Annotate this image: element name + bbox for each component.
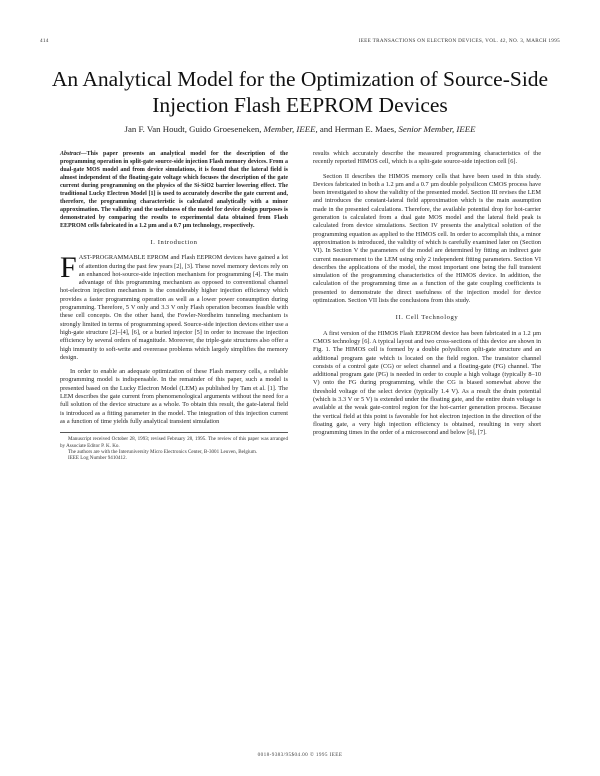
author-line <box>40 124 560 134</box>
footnote-manuscript: Manuscript received October 28, 1993; revised February 28, 1995. The review of this paper was arranged by Associate Editor P. K. Ko. <box>60 436 288 449</box>
intro-paragraph-1 <box>60 251 288 362</box>
footnote-affiliation: The authors are with the Interuniversity Micro Electronics Center, B-3001 Leuven, Belgium. <box>68 449 258 456</box>
right-column <box>313 150 541 438</box>
copyright-line: 0018-9383/95$04.00 © 1995 IEEE <box>257 752 343 758</box>
journal-header: IEEE TRANSACTIONS ON ELECTRON DEVICES, VOL. 42, NO. 3, MARCH 1995 <box>358 38 560 44</box>
running-header <box>40 38 560 48</box>
author-role-2: Senior Member, IEEE <box>398 124 476 134</box>
author-role-1: Member, IEEE, <box>263 124 318 134</box>
intro-paragraph-2: In order to enable an adequate optimization of these Flash memory cells, a reliable programming model is indispensable. In the remainder of this paper, such a model is presented based on the Lucky Electron Model (LEM) as published by Tam et al. [1]. The LEM describes the gate current from phenomenological arguments without the need for a full solution of the device structure as a whole. To obtain this result, the gate-lateral field is introduced as a fitting parameter in the model. The integration of this injection current as a function of time yields fully analytical transient simulation <box>60 368 288 425</box>
footnote-log: IEEE Log Number 9410412. <box>68 455 127 462</box>
right-paragraph-2: Section II describes the HIMOS memory cells that have been used in this study. Devices fabricated in both a 1.2 µm and a 0.7 µm double polysilicon CMOS process have been investigated to show the validity of the presented model. Section III revises the LEM and introduces the constant-lateral field approximation which is the main assumption made in the presented calculations. Therefore, the available potential drop for hot-carrier generation is calculated from a dual gate MOS model and the lateral field peak is calculated from device simulations. Section IV presents the analytical solution of the programming equation as applied to the HIMOS cell. In order to accomplish this, a minor approximation is introduced, the validity of which is carefully examined later on (Section VI). In Section V the parameters of the model are determined by fitting an indirect gate current measurement to the LEM using only 2 independent fitting parameters. Section VI describes the applications of the model, the most important one being the full transient simulation of the programming characteristics of the HIMOS device. In addition, the calculation of the programming time as a function of the gate coupling coefficients is presented to demonstrate the direct usefulness of the injection model for device optimization. Section VII lists the conclusions from this study. <box>313 172 541 305</box>
section-heading-cell-technology: II. Cell Technology <box>395 314 459 322</box>
abstract-label: Abstract— <box>60 151 87 157</box>
intro-text-1: AST-PROGRAMMABLE EPROM and Flash EEPROM devices have gained a lot of attention during the past few years [2], [3]. These novel memory devices rely on an enhanced hot-source-side injection mechanism for programming [4]. The main advantage of this programming mechanism as opposed to conventional channel hot-electron injection mechanism is the considerably higher injection efficiency which provides a faster programming operation as well as a lower power consumption during programming. Therefore, 5 V only and 3.3 V only Flash operation becomes feasible with these cell concepts. On the other hand, the Fowler-Nordheim tunneling mechanism is strongly limited in terms of programming speed. Source-side injection devices either use a high-gate structure [2]–[4], [6], or a buried injector [5] in order to increase the injection efficiency by several orders of magnitude. Moreover, the triple-gate structures also offer a high immunity to soft-write and overerase problems which largely simplifies the memory design. <box>60 254 288 361</box>
author-names-2: and Herman E. Maes, <box>319 124 397 134</box>
cell-technology-paragraph: A first version of the HIMOS Flash EEPROM device has been fabricated in a 1.2 µm CMOS technology [6]. A typical layout and two cross-sections of this device are shown in Fig. 1. The HIMOS cell is formed by a double polysilicon split-gate structure and an additional program gate which is located on the field region. The transistor channel consists of a control gate (CG) or select channel and a floating-gate (FG) channel. The additional program gate (PG) is needed in order to couple a high voltage (typically 8–10 V) onto the FG during programming, while the CG is biased somewhat above the threshold voltage of the select device (typically 1.4 V). As a result the drain potential (which is 3.3 V or 5 V) is extended under the floating gate, and the entire drain voltage is available at the weak gate-control region for the hot-carrier generation process. Because the vertical field at this point is favorable for hot electron injection in the direction of the floating gate, a very high injection efficiency is obtained, resulting in very short programming times in the order of a microsecond and below [6], [7]. <box>313 329 541 437</box>
left-column <box>60 150 288 462</box>
paper-title: An Analytical Model for the Optimization of Source-Side Injection Flash EEPROM Devices <box>51 67 549 117</box>
right-paragraph-1: results which accurately describe the measured programming characteristics of the recently reported HIMOS cell, which is a split-gate source-side injection cell [6]. <box>313 150 541 166</box>
section-heading-introduction: I. Introduction <box>150 239 198 246</box>
author-names-1: Jan F. Van Houdt, Guido Groeseneken, <box>124 124 262 134</box>
drop-cap: F <box>60 251 77 285</box>
abstract <box>60 150 288 230</box>
footnotes <box>60 432 288 462</box>
page-number: 414 <box>40 38 49 44</box>
abstract-text: This paper presents an analytical model for the description of the programming operation in split-gate source-side injection Flash memory devices. From a dual-gate MOS model and from device simulations, it is found that the lateral field is almost independent of the floating-gate voltage which focuses the description of the gate current during programming on the physics of the Si-SiO2 barrier lowering effect. The traditional Lucky Electron Model [1] is used to accurately describe the gate current and, therefore, the programming characteristic is calculated analytically with a minor approximation. The validity and the usefulness of the model for device design purposes is demonstrated by comparing the results to experimental data obtained from Flash EEPROM cells fabricated in a 1.2 µm and a 0.7 µm technology, respectively. <box>60 151 288 229</box>
